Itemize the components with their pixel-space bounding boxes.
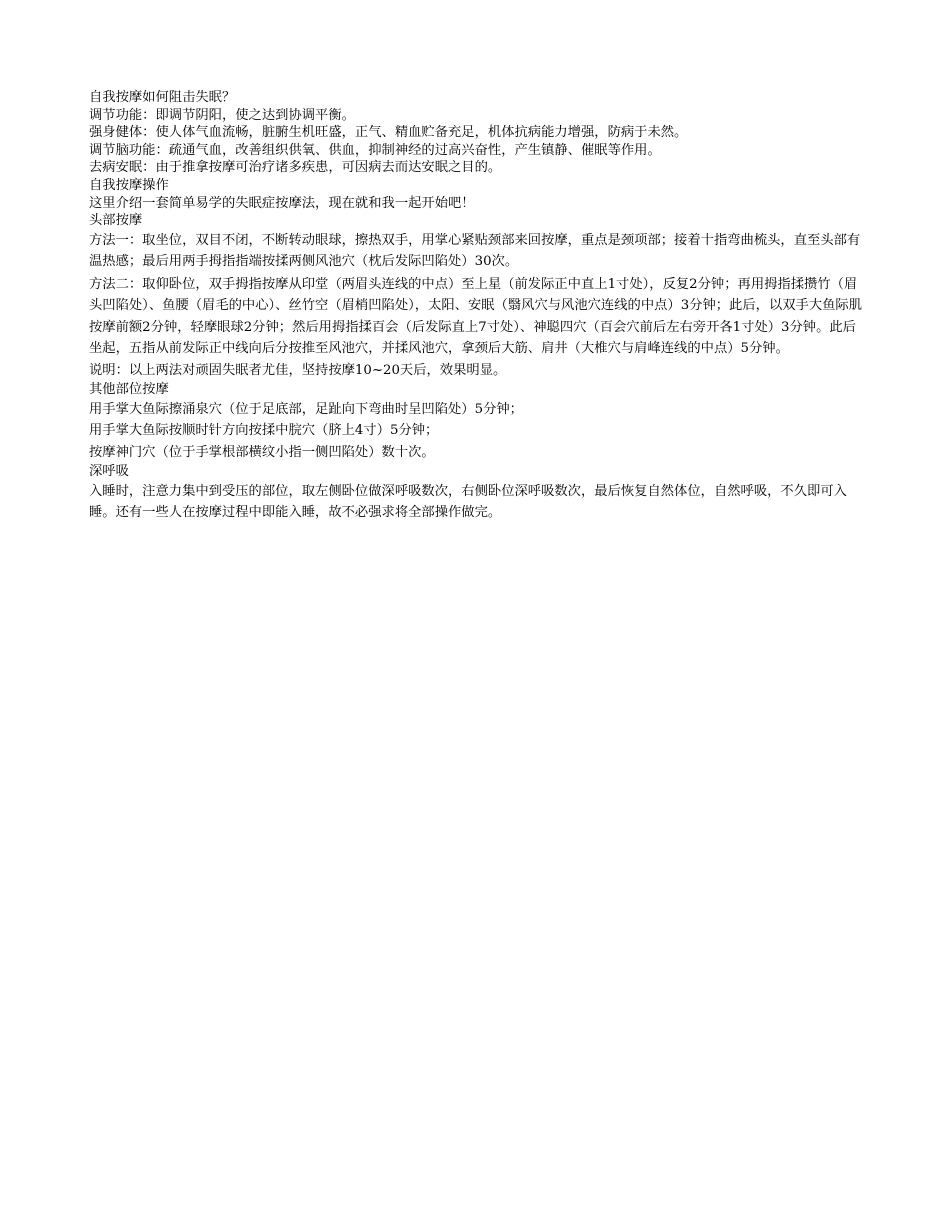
head-method-two: 方法二：取仰卧位，双手拇指按摩从印堂（两眉头连线的中点）至上星（前发际正中直上1寸处），反复2分钟；再用拇指揉攒竹（眉头凹陷处）、鱼腰（眉毛的中心）、丝竹空（眉梢凹陷处），太阳、安眠（翳风穴与风池穴连线的中点）3分钟；此后，以双手大鱼际肌按摩前额2分钟，轻摩眼球2分钟；然后用拇指揉百会（后发际直上7寸处）、神聪四穴（百会穴前后左右旁开各1寸处）3分钟。此后坐起，五指从前发际正中线向后分按推至风池穴，并揉风池穴，拿颈后大筋、肩井（大椎穴与肩峰连线的中点）5分钟。 (89, 276, 863, 357)
document-title: 自我按摩如何阻击失眠？ (89, 90, 236, 105)
head-method-one: 方法一：取坐位，双目不闭，不断转动眼球，擦热双手，用掌心紧贴颈部来回按摩，重点是颈项部；接着十指弯曲梳头，直至头部有温热感；最后用两手拇指指端按揉两侧风池穴（枕后发际凹陷处）30次。 (89, 232, 861, 270)
other-item-yongquan: 用手掌大鱼际擦涌泉穴（位于足底部，足趾向下弯曲时呈凹陷处）5分钟； (89, 401, 523, 417)
section-heading-head-massage: 头部按摩 (89, 213, 143, 229)
head-note: 说明：以上两法对顽固失眠者尤佳，坚持按摩10~20天后，效果明显。 (89, 362, 507, 378)
benefit-brain: 调节脑功能：疏通气血，改善组织供氧、供血，抑制神经的过高兴奋性，产生镇静、催眠等作用。 (89, 142, 661, 158)
section-heading-deep-breath: 深呼吸 (89, 464, 129, 480)
document-body (89, 89, 864, 524)
section-heading-operation: 自我按摩操作 (89, 177, 169, 193)
benefit-regulate: 调节功能：即调节阴阳，使之达到协调平衡。 (89, 107, 355, 123)
section-heading-other-massage: 其他部位按摩 (89, 382, 169, 398)
other-item-zhongwan: 用手掌大鱼际按顺时针方向按揉中脘穴（脐上4寸）5分钟； (89, 423, 439, 439)
benefit-sleep: 去病安眠：由于推拿按摩可治疗诸多疾患，可因病去而达安眠之目的。 (89, 160, 502, 176)
deep-breath-text: 入睡时，注意力集中到受压的部位，取左侧卧位做深呼吸数次，右侧卧位深呼吸数次，最后恢复自然体位，自然呼吸，不久即可入睡。还有一些人在按摩过程中即能入睡，故不必强求将全部操作做完。 (89, 483, 847, 521)
operation-intro: 这里介绍一套简单易学的失眠症按摩法，现在就和我一起开始吧！ (89, 195, 475, 211)
benefit-strengthen: 强身健体：使人体气血流畅，脏腑生机旺盛，正气、精血贮备充足，机体抗病能力增强，防病于未然。 (89, 125, 688, 141)
other-item-shenmen: 按摩神门穴（位于手掌根部横纹小指一侧凹陷处）数十次。 (89, 444, 435, 460)
